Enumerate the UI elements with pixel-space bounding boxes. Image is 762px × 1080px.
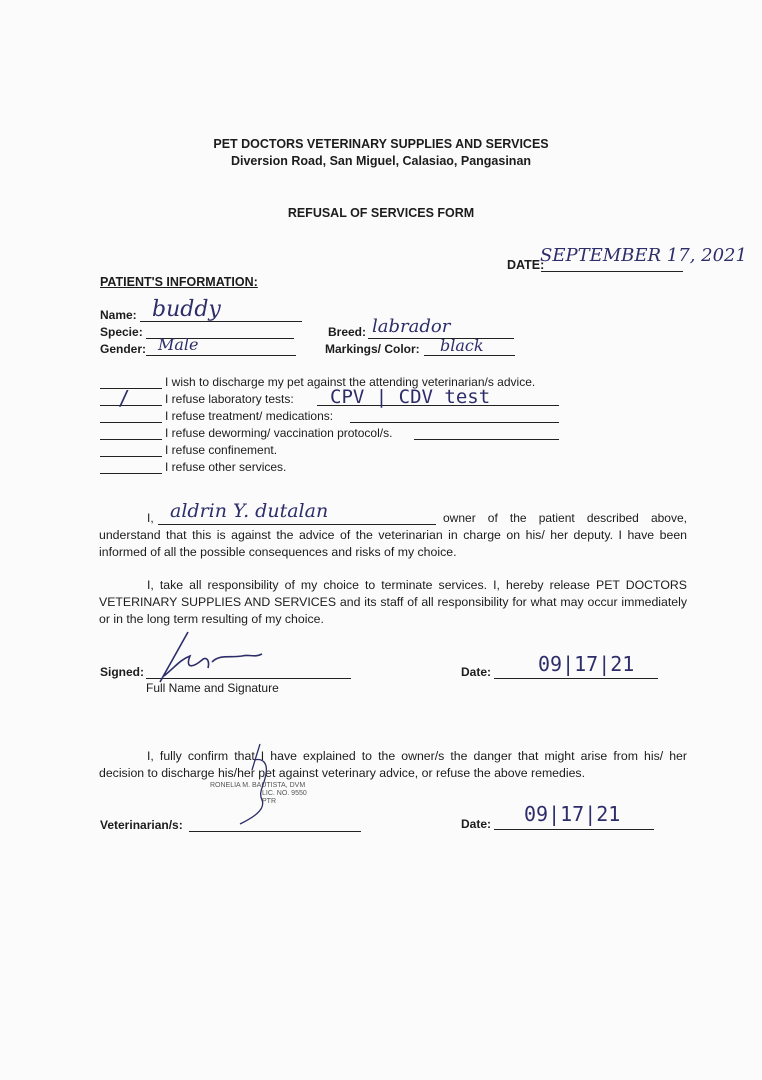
option-detail-value[interactable]: CPV | CDV test — [330, 386, 491, 408]
owner-prefix: I, — [147, 511, 154, 525]
breed-label: Breed: — [328, 325, 367, 339]
vet-date-line — [494, 829, 654, 830]
markings-label: Markings/ Color: — [325, 342, 420, 356]
date-line — [541, 271, 683, 272]
vet-date-label: Date: — [461, 817, 492, 831]
owner-name[interactable]: aldrin Y. dutalan — [170, 500, 329, 522]
date-label: DATE: — [507, 258, 545, 272]
option-text: I refuse confinement. — [165, 443, 278, 457]
option-text: I refuse deworming/ vaccination protocol/s. — [165, 426, 393, 440]
check-mark: / — [118, 386, 131, 410]
signed-date-label: Date: — [461, 665, 492, 679]
patient-section-title: PATIENT'S INFORMATION: — [100, 275, 258, 289]
option-blank — [100, 439, 162, 440]
owner-name-line — [158, 524, 436, 525]
company-address: Diversion Road, San Miguel, Calasiao, Pangasinan — [230, 154, 532, 168]
stamp-license: LIC. NO. 9550 — [262, 790, 307, 797]
option-detail-line — [350, 422, 559, 423]
veterinarian-label: Veterinarian/s: — [100, 818, 183, 832]
option-blank — [100, 473, 162, 474]
company-name: PET DOCTORS VETERINARY SUPPLIES AND SERVICES — [213, 137, 549, 151]
signed-date-value[interactable]: 09|17|21 — [538, 652, 635, 676]
option-blank — [100, 405, 162, 406]
option-text: I refuse laboratory tests: — [165, 392, 294, 406]
gender-line — [146, 355, 296, 356]
specie-label: Specie: — [100, 325, 143, 339]
option-text: I refuse treatment/ medications: — [165, 409, 334, 423]
name-label: Name: — [100, 308, 137, 322]
owner-statement-line1: owner of the patient described above, — [443, 511, 687, 525]
breed-value[interactable]: labrador — [372, 316, 451, 337]
stamp-name: RONELIA M. BAUTISTA, DVM — [210, 782, 306, 789]
option-blank — [100, 456, 162, 457]
markings-line — [424, 355, 515, 356]
date-value[interactable]: SEPTEMBER 17, 2021 — [540, 245, 747, 266]
name-value[interactable]: buddy — [152, 297, 221, 322]
veterinarian-line — [189, 831, 361, 832]
option-detail-line — [414, 439, 559, 440]
stamp-ptr: PTR — [262, 798, 276, 805]
option-text: I wish to discharge my pet against the attending veterinarian/s advice. — [165, 375, 536, 389]
release-statement: I, take all responsibility of my choice to terminate services. I, hereby release PET DOCTORS VETERINARY SUPPLIES AND SERVICES and its staff of all responsibility for what may occur immediately or in the long term resulting of my choice. — [99, 578, 687, 626]
gender-value[interactable]: Male — [158, 335, 199, 354]
vet-date-value[interactable]: 09|17|21 — [524, 802, 621, 826]
option-text: I refuse other services. — [165, 460, 287, 474]
signed-label: Signed: — [100, 665, 144, 679]
signature-caption: Full Name and Signature — [146, 681, 279, 695]
form-title: REFUSAL OF SERVICES FORM — [287, 206, 475, 220]
vet-signature[interactable] — [232, 740, 292, 830]
gender-label: Gender: — [100, 342, 147, 356]
owner-signature[interactable] — [150, 630, 270, 686]
vet-statement: I, fully confirm that I have explained to the owner/s the danger that might arise from his/ her decision to discharge his/her pet against veterinary advice, or refuse the above remedies. — [99, 749, 687, 780]
option-blank — [100, 422, 162, 423]
option-blank — [100, 388, 162, 389]
owner-statement-rest: understand that this is against the advice of the veterinarian in charge on his/ her deputy. I have been informed of all the possible consequences and risks of my choice. — [99, 528, 687, 559]
markings-value[interactable]: black — [440, 336, 484, 355]
signed-date-line — [494, 678, 658, 679]
